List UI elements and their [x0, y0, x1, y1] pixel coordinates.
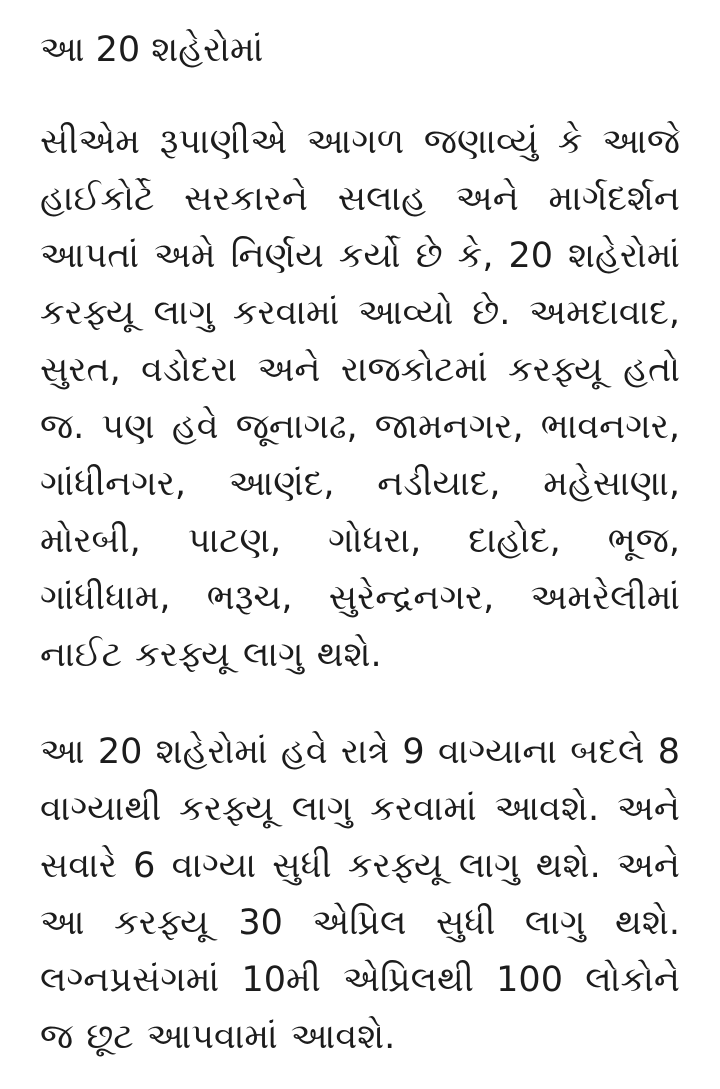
section-heading: આ 20 શહેરોમાં: [40, 30, 264, 70]
paragraph-curfew-timing: આ 20 શહેરોમાં હવે રાત્રે 9 વાગ્યાના બદલે 8 વાગ્યાથી કરફ્યૂ લાગુ કરવામાં આવશે. અને સવારે 6 વાગ્યા સુધી કરફ્યૂ લાગુ થશે. અને આ કરફ્યૂ 30 એપ્રિલ સુધી લાગુ થશે. લગ્નપ્રસંગમાં 10મી એપ્રિલથી 100 લોકોને જ છૂટ આપવામાં આવશે.: [40, 732, 680, 1057]
paragraph-curfew-cities: સીએમ રૂપાણીએ આગળ જણાવ્યું કે આજે હાઈકોર્ટે સરકારને સલાહ અને માર્ગદર્શન આપતાં અમે નિર્ણય કર્યો છે કે, 20 શહેરોમાં કરફ્યૂ લાગુ કરવામાં આવ્યો છે. અમદાવાદ, સુરત, વડોદરા અને રાજકોટમાં કરફ્યૂ હતો જ. પણ હવે જૂનાગઢ, જામનગર, ભાવનગર, ગાંધીનગર, આણંદ, નડીયાદ, મહેસાણા, મોરબી, પાટણ, ગોધરા, દાહોદ, ભૂજ, ગાંધીધામ, ભરૂચ, સુરેન્દ્રનગર, અમરેલીમાં નાઈટ કરફ્યૂ લાગુ થશે.: [40, 122, 680, 675]
